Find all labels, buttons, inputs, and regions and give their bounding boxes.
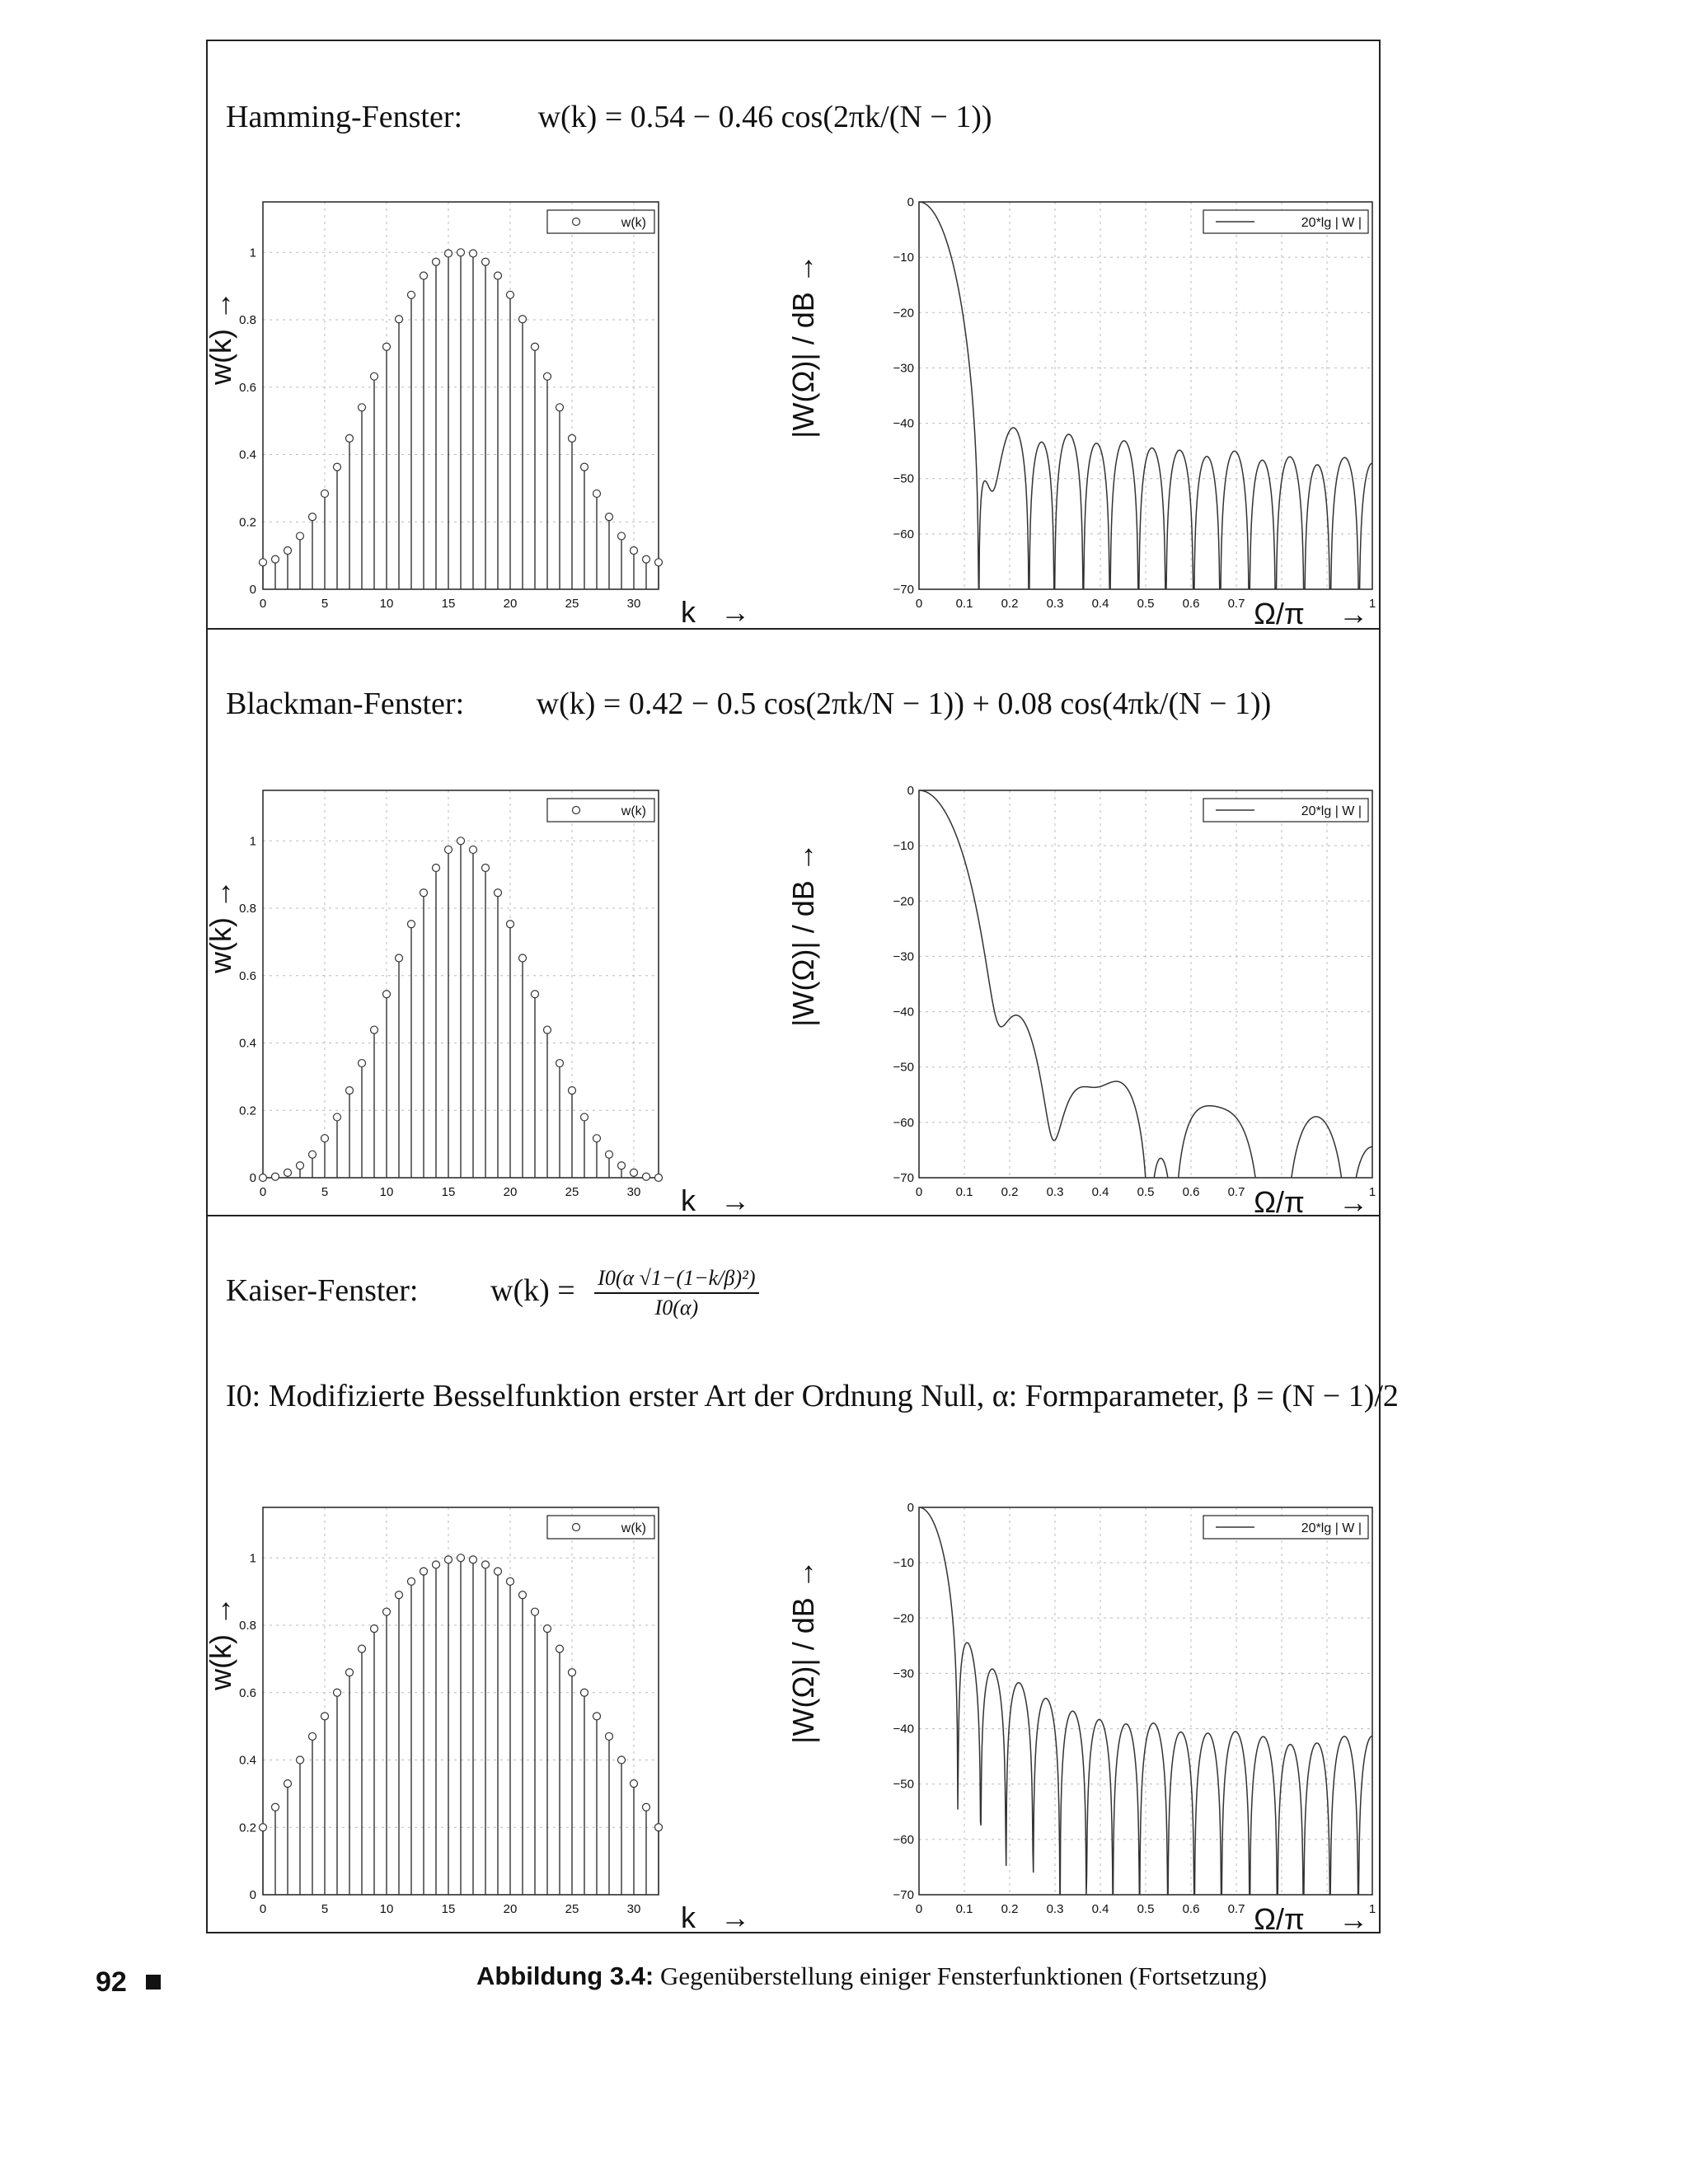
y-axis-label: w(k) →	[204, 879, 237, 973]
hamming-label: Hamming-Fenster:	[226, 100, 463, 134]
y-axis-label: |W(Ω)| / dB →	[786, 1559, 820, 1744]
x-axis-label: Ω/π	[1254, 1902, 1305, 1936]
figure-caption	[476, 1961, 1267, 1991]
y-tick-label: 0	[907, 195, 914, 209]
stem-marker	[606, 1732, 613, 1740]
stem-marker	[359, 1645, 366, 1652]
stem-marker	[569, 434, 576, 442]
x-tick-label: 0	[259, 597, 267, 611]
stem-marker	[396, 1591, 403, 1599]
kaiser-equation-lhs: w(k) =	[490, 1272, 575, 1308]
y-tick-label: 0	[249, 1171, 256, 1185]
y-tick-label: −20	[893, 1611, 914, 1626]
stem-marker	[272, 1173, 279, 1180]
y-tick-label: −50	[893, 1060, 914, 1075]
stem-marker	[272, 1803, 279, 1811]
stem-marker	[495, 272, 502, 279]
stem-marker	[371, 1625, 378, 1633]
panel-hamming	[204, 41, 1379, 630]
y-tick-label: −10	[893, 839, 914, 854]
y-tick-label: −30	[893, 949, 914, 964]
page-marker	[146, 1975, 161, 1990]
y-tick-label: 0	[907, 1501, 914, 1515]
x-tick-label: 0.6	[1182, 1185, 1200, 1199]
stem-marker	[519, 1591, 527, 1599]
stem-marker	[334, 463, 341, 471]
x-tick-label: 0.3	[1046, 1902, 1064, 1916]
x-axis-label: Ω/π	[1254, 597, 1305, 630]
x-tick-label: 1	[1368, 1185, 1376, 1199]
stem-marker	[581, 463, 588, 471]
stem-marker	[260, 559, 267, 566]
stem-marker	[606, 513, 613, 521]
panel-kaiser	[204, 1215, 1399, 1936]
y-tick-label: −60	[893, 1832, 914, 1847]
x-tick-label: 10	[379, 597, 394, 611]
kaiser-denominator: I0(α)	[654, 1296, 699, 1319]
stem-marker	[260, 1824, 267, 1831]
stem-marker	[593, 1713, 601, 1720]
stem-marker	[507, 291, 514, 298]
blackman-spectrum-plot	[785, 630, 1382, 1219]
y-tick-label: 0.8	[239, 902, 256, 916]
stem-marker	[383, 1608, 391, 1615]
stem-marker	[420, 1568, 428, 1575]
stem-marker	[457, 1554, 465, 1562]
x-tick-label: 10	[379, 1902, 394, 1916]
y-tick-label: −30	[893, 361, 914, 376]
stem-marker	[334, 1113, 341, 1121]
x-tick-label: 0.5	[1137, 1185, 1155, 1199]
y-tick-label: −40	[893, 1005, 914, 1019]
blackman-label: Blackman-Fenster:	[226, 687, 465, 721]
x-tick-label: 0	[259, 1902, 267, 1916]
stem-marker	[445, 846, 452, 853]
stem-marker	[284, 1169, 292, 1176]
y-tick-label: −30	[893, 1666, 914, 1681]
x-tick-label: 5	[321, 1185, 329, 1199]
x-tick-label: 10	[379, 1185, 394, 1199]
stem-marker	[383, 991, 391, 998]
stem-marker	[284, 1780, 292, 1788]
kaiser-spectrum-plot	[785, 1216, 1382, 1936]
y-tick-label: 0.4	[239, 1753, 256, 1768]
stem-marker	[519, 316, 527, 323]
stem-marker	[297, 1162, 304, 1169]
kaiser-label: Kaiser-Fenster:	[226, 1272, 419, 1308]
y-tick-label: 1	[249, 246, 256, 260]
y-axis-label: |W(Ω)| / dB →	[786, 842, 820, 1027]
hamming-spectrum-plot	[785, 41, 1382, 628]
spectrum-line	[919, 790, 1372, 1206]
stem-marker	[359, 404, 366, 411]
legend-label: w(k)	[621, 1521, 646, 1535]
stem-marker	[643, 555, 650, 563]
stem-marker	[334, 1689, 341, 1696]
caption-label: Abbildung 3.4:	[476, 1961, 654, 1990]
stem-marker	[507, 921, 514, 928]
panel-blackman	[204, 628, 1379, 1219]
stem-marker	[482, 258, 490, 265]
stem-marker	[408, 921, 415, 928]
x-tick-label: 0.2	[1001, 1902, 1019, 1916]
stem-marker	[581, 1113, 588, 1121]
stem-marker	[420, 889, 428, 897]
y-tick-label: 0	[249, 583, 256, 597]
y-tick-label: 0	[249, 1888, 256, 1902]
x-tick-label: 1	[1368, 1902, 1376, 1916]
stem-marker	[433, 865, 440, 872]
x-tick-label: 25	[565, 1185, 579, 1199]
y-tick-label: 0.2	[239, 1821, 256, 1835]
x-tick-label: 0.2	[1001, 597, 1019, 611]
stem-marker	[655, 559, 663, 566]
x-tick-label: 0.1	[955, 1902, 973, 1916]
x-tick-label: 0.7	[1227, 1902, 1245, 1916]
stem-marker	[581, 1689, 588, 1696]
x-axis-arrow: →	[720, 595, 750, 629]
y-tick-label: 0.8	[239, 1619, 256, 1633]
stem-marker	[532, 343, 539, 350]
legend-marker	[573, 1524, 580, 1531]
stem-marker	[433, 1561, 440, 1568]
x-axis-label: k	[681, 595, 696, 629]
stem-marker	[556, 1645, 564, 1652]
x-tick-label: 30	[626, 1902, 641, 1916]
y-tick-label: 0.8	[239, 313, 256, 328]
y-tick-label: −70	[893, 1888, 914, 1902]
stem-marker	[420, 272, 428, 279]
y-axis-label: w(k) →	[204, 1596, 237, 1690]
stem-marker	[383, 343, 391, 350]
stem-marker	[519, 954, 527, 962]
stem-marker	[321, 490, 329, 497]
y-tick-label: 0.2	[239, 515, 256, 530]
y-tick-label: −20	[893, 894, 914, 909]
stem-marker	[457, 249, 465, 256]
stem-marker	[470, 1556, 477, 1563]
x-tick-label: 0.6	[1182, 1902, 1200, 1916]
x-tick-label: 0.4	[1091, 1902, 1109, 1916]
x-tick-label: 30	[626, 1185, 641, 1199]
legend-label: w(k)	[621, 804, 646, 818]
legend-label: 20*lg | W |	[1301, 216, 1362, 230]
stem-marker	[593, 490, 601, 497]
y-axis-label: w(k) →	[204, 291, 237, 385]
stem-marker	[346, 1087, 354, 1094]
spectrum-line	[919, 1507, 1372, 1923]
y-tick-label: 0.6	[239, 968, 256, 983]
stem-marker	[507, 1577, 514, 1585]
stem-marker	[309, 1151, 316, 1158]
x-tick-label: 30	[626, 597, 641, 611]
stem-marker	[482, 865, 490, 872]
x-tick-label: 0.1	[955, 597, 973, 611]
legend-label: w(k)	[621, 216, 646, 230]
x-tick-label: 0.5	[1137, 1902, 1155, 1916]
kaiser-numerator: I0(α √1−(1−k/β)²)	[594, 1266, 758, 1294]
x-tick-label: 20	[503, 1185, 518, 1199]
stem-marker	[359, 1060, 366, 1067]
y-tick-label: −60	[893, 527, 914, 541]
x-axis-label: Ω/π	[1254, 1185, 1305, 1219]
x-tick-label: 0.4	[1091, 1185, 1109, 1199]
x-tick-label: 0.3	[1046, 597, 1064, 611]
stem-marker	[470, 250, 477, 257]
stem-marker	[371, 1026, 378, 1033]
y-tick-label: −10	[893, 1556, 914, 1571]
y-tick-label: 1	[249, 834, 256, 849]
x-axis-arrow: →	[1339, 1185, 1368, 1219]
hamming-equation: w(k) = 0.54 − 0.46 cos(2πk/(N − 1))	[537, 100, 992, 134]
x-tick-label: 15	[441, 1902, 456, 1916]
stem-marker	[346, 434, 354, 442]
stem-marker	[532, 991, 539, 998]
figure-frame	[204, 40, 1399, 1936]
stem-marker	[321, 1713, 329, 1720]
x-axis-label: k	[681, 1900, 696, 1934]
x-tick-label: 1	[1368, 597, 1376, 611]
stem-marker	[433, 258, 440, 265]
y-tick-label: 0	[907, 784, 914, 798]
stem-marker	[556, 404, 564, 411]
stem-marker	[309, 1732, 316, 1740]
x-tick-label: 0	[915, 597, 923, 611]
spectrum-line	[919, 202, 1372, 617]
y-tick-label: 0.6	[239, 1685, 256, 1700]
caption-text: Gegenüberstellung einiger Fensterfunktionen (Fortsetzung)	[660, 1961, 1268, 1990]
stem-marker	[569, 1669, 576, 1676]
y-tick-label: −50	[893, 1777, 914, 1792]
stem-marker	[618, 1162, 626, 1169]
x-tick-label: 0	[915, 1185, 923, 1199]
stem-marker	[482, 1561, 490, 1568]
stem-marker	[606, 1151, 613, 1158]
stem-marker	[297, 532, 304, 540]
x-tick-label: 5	[321, 597, 329, 611]
x-tick-label: 0	[259, 1185, 267, 1199]
blackman-equation: w(k) = 0.42 − 0.5 cos(2πk/N − 1)) + 0.08 cos(4πk/(N − 1))	[536, 687, 1272, 721]
stem-marker	[655, 1174, 663, 1182]
x-tick-label: 0.5	[1137, 597, 1155, 611]
x-tick-label: 25	[565, 597, 579, 611]
x-tick-label: 20	[503, 597, 518, 611]
x-tick-label: 0.1	[955, 1185, 973, 1199]
stem-marker	[556, 1060, 564, 1067]
x-tick-label: 0.7	[1227, 1185, 1245, 1199]
x-tick-label: 25	[565, 1902, 579, 1916]
y-axis-label: |W(Ω)| / dB →	[786, 254, 820, 438]
legend-label: 20*lg | W |	[1301, 1521, 1362, 1535]
stem-marker	[569, 1087, 576, 1094]
stem-marker	[544, 1026, 551, 1033]
x-axis-label: k	[681, 1183, 696, 1217]
x-tick-label: 0.6	[1182, 597, 1200, 611]
stem-marker	[297, 1756, 304, 1764]
kaiser-note: I0: Modifizierte Besselfunktion erster Art der Ordnung Null, α: Formparameter, β = (N − 1)/2	[226, 1379, 1399, 1413]
x-tick-label: 20	[503, 1902, 518, 1916]
y-tick-label: −60	[893, 1115, 914, 1130]
y-tick-label: 0.6	[239, 380, 256, 395]
stem-marker	[408, 291, 415, 298]
legend-marker	[573, 218, 580, 226]
x-axis-arrow: →	[1339, 1902, 1368, 1936]
stem-marker	[593, 1135, 601, 1142]
hamming-time-plot	[204, 41, 785, 629]
x-tick-label: 0.7	[1227, 597, 1245, 611]
y-tick-label: 1	[249, 1551, 256, 1566]
stem-marker	[321, 1135, 329, 1142]
stem-marker	[544, 373, 551, 380]
x-axis-arrow: →	[720, 1183, 750, 1217]
x-tick-label: 5	[321, 1902, 329, 1916]
stem-marker	[618, 532, 626, 540]
x-tick-label: 0.4	[1091, 597, 1109, 611]
y-tick-label: 0.2	[239, 1104, 256, 1118]
stem-marker	[470, 846, 477, 853]
x-tick-label: 15	[441, 1185, 456, 1199]
stem-marker	[445, 250, 452, 257]
x-tick-label: 0.2	[1001, 1185, 1019, 1199]
stem-marker	[495, 1568, 502, 1575]
stem-marker	[457, 837, 465, 845]
stem-marker	[408, 1577, 415, 1585]
stem-marker	[643, 1173, 650, 1180]
stem-marker	[396, 954, 403, 962]
stem-marker	[631, 1169, 638, 1176]
x-tick-label: 0	[915, 1902, 923, 1916]
stem-marker	[396, 316, 403, 323]
y-tick-label: −40	[893, 1722, 914, 1736]
y-tick-label: 0.4	[239, 1036, 256, 1051]
stem-marker	[260, 1174, 267, 1182]
blackman-time-plot	[204, 630, 785, 1217]
stem-marker	[532, 1608, 539, 1615]
x-axis-arrow: →	[1339, 597, 1368, 630]
stem-marker	[495, 889, 502, 897]
stem-marker	[618, 1756, 626, 1764]
kaiser-time-plot	[204, 1216, 785, 1934]
stem-marker	[346, 1669, 354, 1676]
y-tick-label: −50	[893, 471, 914, 486]
y-tick-label: −20	[893, 306, 914, 321]
x-axis-arrow: →	[720, 1900, 750, 1934]
stem-marker	[643, 1803, 650, 1811]
y-tick-label: −10	[893, 251, 914, 265]
stem-marker	[544, 1625, 551, 1633]
legend-label: 20*lg | W |	[1301, 804, 1362, 818]
stem-marker	[445, 1556, 452, 1563]
stem-marker	[631, 547, 638, 555]
x-tick-label: 0.3	[1046, 1185, 1064, 1199]
stem-marker	[309, 513, 316, 521]
page-number: 92	[96, 1966, 127, 1998]
y-tick-label: −40	[893, 416, 914, 431]
stem-marker	[284, 547, 292, 555]
stem-marker	[272, 555, 279, 563]
y-tick-label: 0.4	[239, 448, 256, 462]
stem-marker	[631, 1780, 638, 1788]
stem-marker	[655, 1824, 663, 1831]
x-tick-label: 15	[441, 597, 456, 611]
y-tick-label: −70	[893, 583, 914, 597]
y-tick-label: −70	[893, 1171, 914, 1185]
legend-marker	[573, 807, 580, 814]
stem-marker	[371, 373, 378, 380]
